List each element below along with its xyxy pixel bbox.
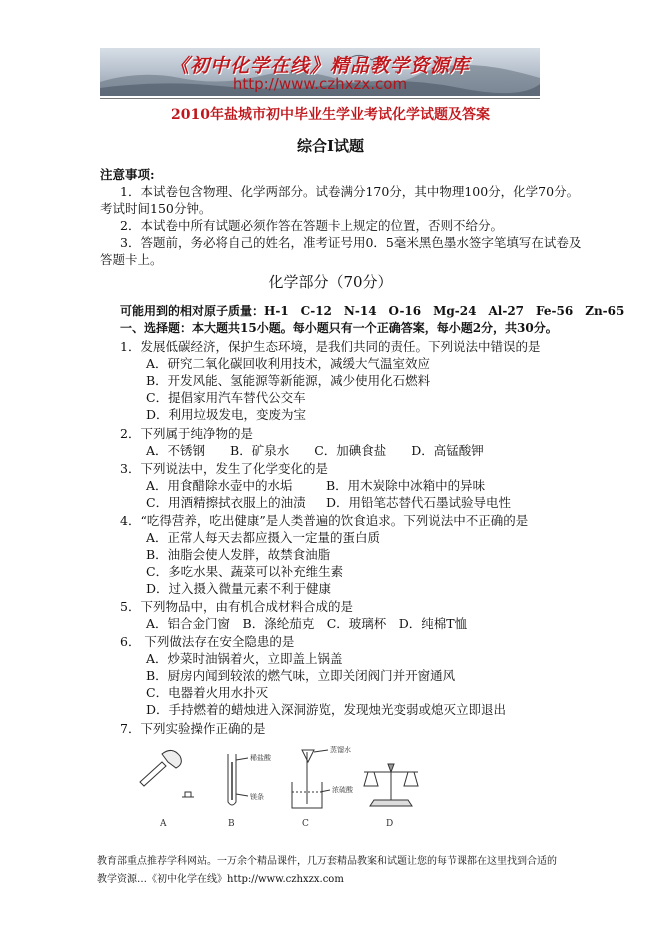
notice-line-5: 答题卡上。 (100, 252, 163, 267)
question-5-stem: 5．下列物品中，由有机合成材料合成的是 (120, 599, 353, 614)
question-3-option-b: B．用木炭除中冰箱中的异味 (326, 478, 486, 493)
experiment-figure (132, 742, 432, 834)
question-4-stem: 4．“吃得营养，吃出健康”是人类普遍的饮食追求。下列说法中不正确的是 (120, 513, 529, 528)
notice-line-4: 3．答题前，务必将自己的姓名，准考证号用0．5毫米黑色墨水签字笔填写在试卷及 (120, 235, 582, 250)
question-1-option-a: A．研究二氧化碳回收利用技术，减缓大气温室效应 (146, 356, 431, 371)
question-5-options: A．铝合金门窗 B．涤纶茄克 C．玻璃杯 D．纯棉T恤 (146, 616, 468, 631)
apparatus-d (364, 764, 418, 806)
footer (97, 853, 567, 889)
question-1-option-b: B．开发风能、氢能源等新能源，减少使用化石燃料 (146, 373, 431, 388)
question-3-option-c: C．用酒精擦拭衣服上的油渍 (146, 495, 306, 510)
section-title: 化学部分（70分） (268, 273, 393, 291)
callout-magnesium: 镁条 (250, 793, 264, 801)
document-title: 2010年盐城市初中毕业生学业考试化学试题及答案 (171, 107, 490, 123)
footer-line-1: 教育部重点推荐学科网站。一万余个精品课件，几万套精品教案和试题让您的每节课都在这里找到合适的 (97, 856, 557, 867)
banner-title: 《初中化学在线》精品教学资源库 (169, 55, 470, 77)
callout-dilute-hcl: 稀盐酸 (250, 754, 271, 762)
document-subtitle: 综合Ⅰ试题 (296, 137, 365, 155)
figure-label-d: D (386, 819, 394, 829)
question-6-option-d: D．手持燃着的蜡烛进入深洞游览，发现烛光变弱或熄灭立即退出 (146, 702, 507, 717)
question-4-option-d: D．过入摄入微量元素不利于健康 (146, 581, 332, 596)
footer-line-2[interactable]: 教学资源…《初中化学在线》http://www.czhxzx.com (97, 874, 344, 885)
question-6-option-a: A．炒菜时油锅着火，立即盖上锅盖 (146, 651, 343, 666)
figure-label-c: C (302, 819, 309, 829)
question-4-option-a: A．正常人每天去都应摄入一定量的蛋白质 (146, 530, 381, 545)
question-3-option-a: A．用食醋除水壶中的水垢 (146, 478, 293, 493)
question-2-options: A．不锈钢 B．矿泉水 C．加碘食盐 D．高锰酸钾 (146, 443, 484, 458)
question-7-stem: 7．下列实验操作正确的是 (120, 721, 266, 736)
figure-label-b: B (228, 819, 235, 829)
notice-line-1: 1．本试卷包含物理、化学两部分。试卷满分170分，其中物理100分，化学70分。 (120, 184, 580, 199)
question-6-option-c: C．电器着火用水扑灭 (146, 685, 269, 700)
header-banner (100, 48, 540, 96)
callout-conc-sulfuric: 浓硫酸 (332, 786, 353, 794)
notice-line-2: 考试时间150分钟。 (100, 201, 212, 216)
apparatus-c (292, 750, 330, 808)
question-1-option-d: D．利用垃圾发电，变废为宝 (146, 407, 307, 422)
notice-line-3: 2．本试卷中所有试题必须作答在答题卡上规定的位置，否则不给分。 (120, 218, 503, 233)
question-1-option-c: C．提倡家用汽车替代公交车 (146, 390, 306, 405)
question-3-stem: 3．下列说法中，发生了化学变化的是 (120, 461, 328, 476)
question-1-stem: 1．发展低碳经济，保护生态环境，是我们共同的责任。下列说法中错误的是 (120, 339, 541, 354)
part-heading: 一、选择题：本大题共15小题。每小题只有一个正确答案，每小题2分，共30分。 (120, 321, 558, 335)
figure-label-a: A (160, 819, 167, 829)
question-3-option-d: D．用铅笔芯替代石墨试验导电性 (326, 495, 512, 510)
banner-url[interactable]: http://www.czhxzx.com (232, 75, 408, 93)
apparatus-b (228, 754, 248, 805)
question-4-option-c: C．多吃水果、蔬菜可以补充维生素 (146, 564, 344, 579)
question-4-option-b: B．油脂会使人发胖，故禁食油脂 (146, 547, 331, 562)
atomic-mass-line: 可能用到的相对原子质量：H-1 C-12 N-14 O-16 Mg-24 Al-27 Fe-56 Zn-65 (120, 304, 625, 318)
notice-heading: 注意事项: (100, 167, 155, 182)
header-divider (100, 98, 540, 99)
apparatus-a (140, 750, 194, 797)
question-6-option-b: B．厨房内闻到较浓的燃气味，立即关闭阀门并开窗通风 (146, 668, 456, 683)
question-6-stem: 6． 下列做法存在安全隐患的是 (120, 634, 295, 649)
callout-distilled-water: 蒸馏水 (330, 746, 351, 754)
lab-apparatus-illustration (132, 742, 432, 834)
question-2-stem: 2．下列属于纯净物的是 (120, 426, 253, 441)
